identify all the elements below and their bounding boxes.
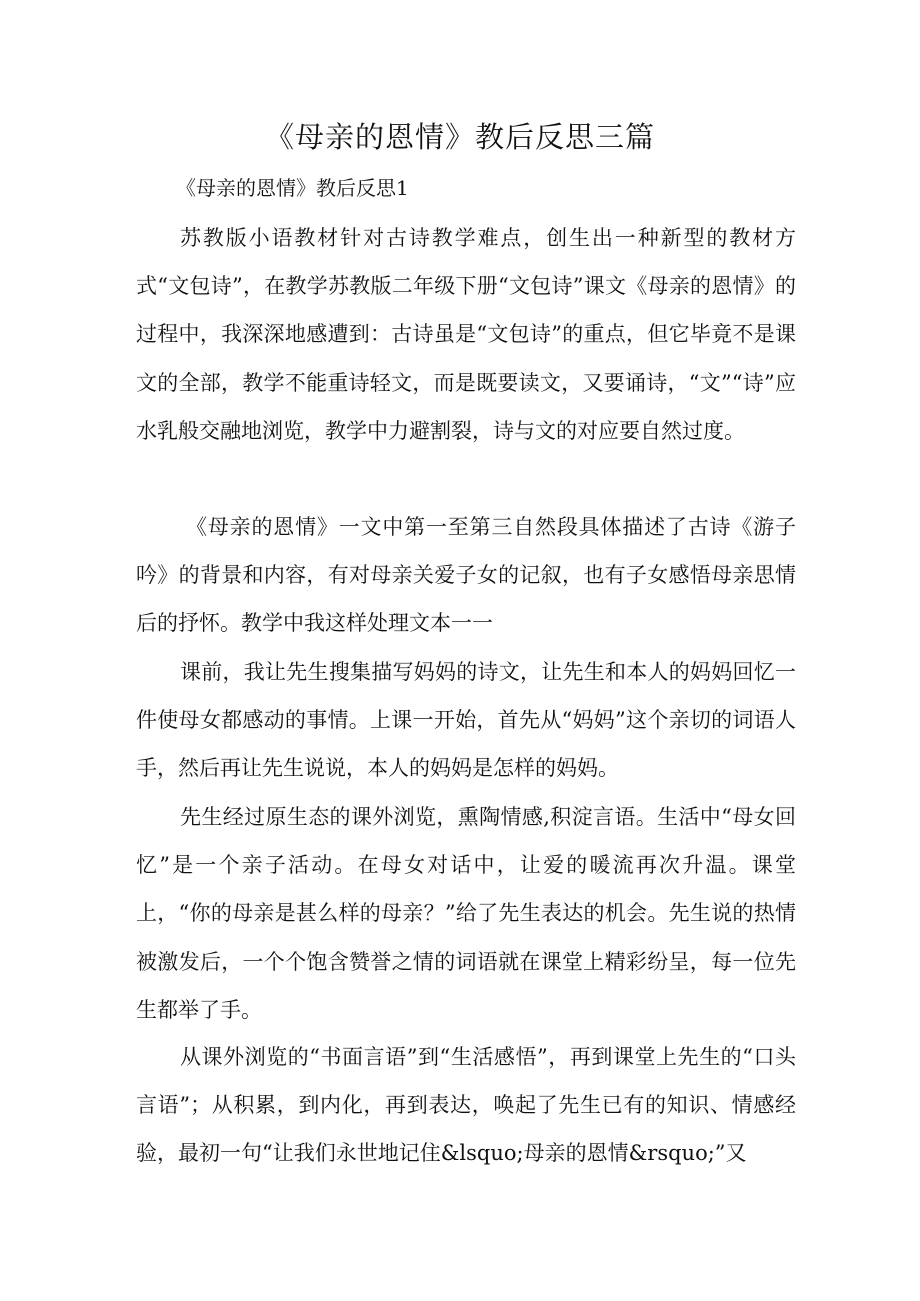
document-title: 《母亲的恩情》教后反思三篇	[264, 120, 655, 154]
paragraph-5: 从课外浏览的“书面言语”到“生活感悟”，再到课堂上先生的“口头言语”；从积累，到内化，再到表达，唤起了先生已有的知识、情感经验，最初一句“让我们永世地记住&lsquo;母亲的恩情&rsquo;”又	[136, 1045, 796, 1166]
paragraph-3: 课前，我让先生搜集描写妈妈的诗文，让先生和本人的妈妈回忆一件使母女都感动的事情。上课一开始，首先从“妈妈”这个亲切的词语人手，然后再让先生说说，本人的妈妈是怎样的妈妈。	[136, 660, 796, 781]
paragraph-4: 先生经过原生态的课外浏览，熏陶情感,积淀言语。生活中“母女回忆”是一个亲子活动。在母女对话中，让爱的暖流再次升温。课堂上，“你的母亲是甚么样的母亲？”给了先生表达的机会。先生说的热情被激发后，一个个饱含赞誉之情的词语就在课堂上精彩纷呈，每一位先生都举了手。	[136, 805, 796, 1022]
paragraph-1: 苏教版小语教材针对古诗教学难点，创生出一种新型的教材方式“文包诗”，在教学苏教版二年级下册“文包诗”课文《母亲的恩情》的过程中，我深深地感遭到：古诗虽是“文包诗”的重点，但它毕竟不是课文的全部，教学不能重诗轻文，而是既要读文，又要诵诗，“文”“诗”应水乳般交融地浏览，教学中力避割裂，诗与文的对应要自然过度。	[136, 226, 796, 443]
section-heading: 《母亲的恩情》教后反思1	[176, 176, 409, 200]
paragraph-2: 《母亲的恩情》一文中第一至第三自然段具体描述了古诗《游子吟》的背景和内容，有对母亲关爱子女的记叙，也有子女感悟母亲思情后的抒怀。教学中我这样处理文本一一	[136, 515, 796, 636]
